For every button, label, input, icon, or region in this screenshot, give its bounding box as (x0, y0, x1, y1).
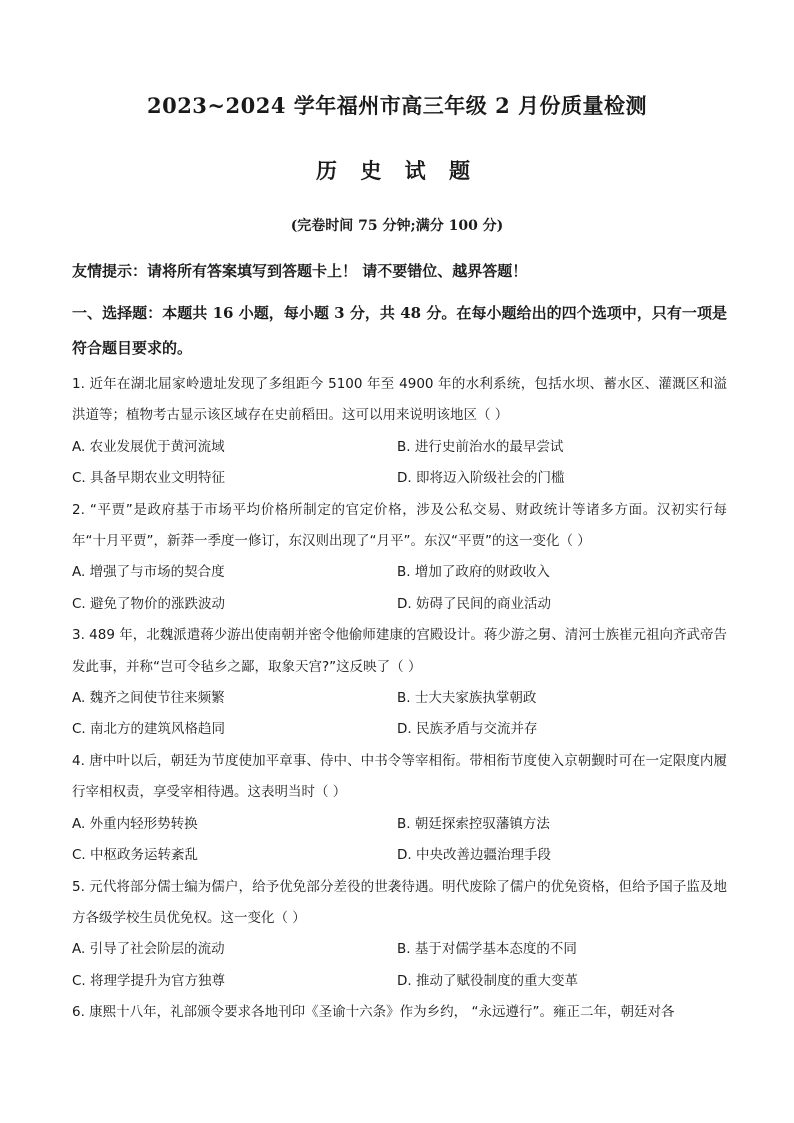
option-grid (72, 432, 727, 495)
option-c: C. 将理学提升为官方独尊 (72, 972, 226, 989)
question-stem: 1. 近年在湖北屈家岭遗址发现了多组距今 5100 年至 4900 年的水利系统，包括水坝、蓄水区、灌溉区和溢洪道等；植物考古显示该区域存在史前稻田。这可以用来说明该地区（ ） (72, 376, 727, 424)
option-b: B. 增加了政府的财政收入 (397, 564, 550, 581)
option-a: A. 增强了与市场的契合度 (72, 564, 225, 581)
option-b: B. 士大夫家族执掌朝政 (397, 690, 537, 707)
option-d: D. 民族矛盾与交流并存 (397, 721, 538, 738)
question-5 (72, 872, 727, 998)
option-b: B. 基于对儒学基本态度的不同 (397, 941, 577, 958)
section-heading: 一、选择题：本题共 16 小题，每小题 3 分，共 48 分。在每小题给出的四个选项中，只有一项是符合题目要求的。 (72, 304, 727, 357)
question-stem: 2. “平贾”是政府基于市场平均价格所制定的官定价格，涉及公私交易、财政统计等诸多方面。汉初实行每年“十月平贾”，新莽一季度一修订，东汉则出现了“月平”。东汉“平贾”的这一变化（ ） (72, 501, 727, 550)
question-2 (72, 495, 727, 621)
option-c: C. 避免了物价的涨跌波动 (72, 595, 226, 612)
question-stem: 3. 489 年，北魏派遣蒋少游出使南朝并密令他偷师建康的宫殿设计。蒋少游之舅、清河士族崔元祖向齐武帝告发此事，并称“岂可令毡乡之鄙，取象天宫?”这反映了（ ） (72, 627, 727, 675)
option-grid (72, 683, 727, 746)
question-1 (72, 369, 727, 495)
option-c: C. 南北方的建筑风格趋同 (72, 721, 226, 738)
option-a: A. 农业发展优于黄河流域 (72, 438, 225, 455)
option-d: D. 中央改善边疆治理手段 (397, 847, 551, 864)
option-d: D. 推动了赋役制度的重大变革 (397, 972, 578, 989)
exam-title: 2023~2024 学年福州市高三年级 2 月份质量检测 (146, 93, 648, 118)
option-c: C. 具备早期农业文明特征 (72, 470, 226, 487)
question-stem: 4. 唐中叶以后，朝廷为节度使加平章事、侍中、中书令等宰相衔。带相衔节度使入京朝觐时可在一定限度内履行宰相权责，享受宰相待遇。这表明当时（ ） (72, 752, 727, 801)
question-6-partial: 6. 康熙十八年，礼部颁令要求各地刊印《圣谕十六条》作为乡约， “永远遵行”。雍正二年，朝廷对各 (72, 1004, 675, 1021)
option-b: B. 朝廷探索控驭藩镇方法 (397, 815, 550, 832)
option-b: B. 进行史前治水的最早尝试 (397, 438, 564, 455)
option-a: A. 魏齐之间使节往来频繁 (72, 690, 225, 707)
option-a: A. 外重内轻形势转换 (72, 815, 198, 832)
option-grid (72, 809, 727, 872)
option-a: A. 引导了社会阶层的流动 (72, 941, 225, 958)
friendly-tip: 友情提示：请将所有答案填写到答题卡上！ 请不要错位、越界答题！ (72, 262, 528, 280)
question-stem: 5. 元代将部分儒士编为儒户，给予优免部分差役的世袭待遇。明代废除了儒户的优免资格，但给予国子监及地方各级学校生员优免权。这一变化（ ） (72, 878, 727, 926)
option-c: C. 中枢政务运转紊乱 (72, 847, 199, 864)
question-4 (72, 746, 727, 872)
option-grid (72, 934, 727, 997)
option-d: D. 即将迈入阶级社会的门槛 (397, 470, 565, 487)
option-d: D. 妨碍了民间的商业活动 (397, 595, 551, 612)
question-3 (72, 620, 727, 746)
exam-meta: (完卷时间 75 分钟;满分 100 分) (290, 218, 504, 234)
question-list (72, 369, 727, 1029)
option-grid (72, 557, 727, 620)
subject-title: 历 史 试 题 (316, 158, 478, 183)
